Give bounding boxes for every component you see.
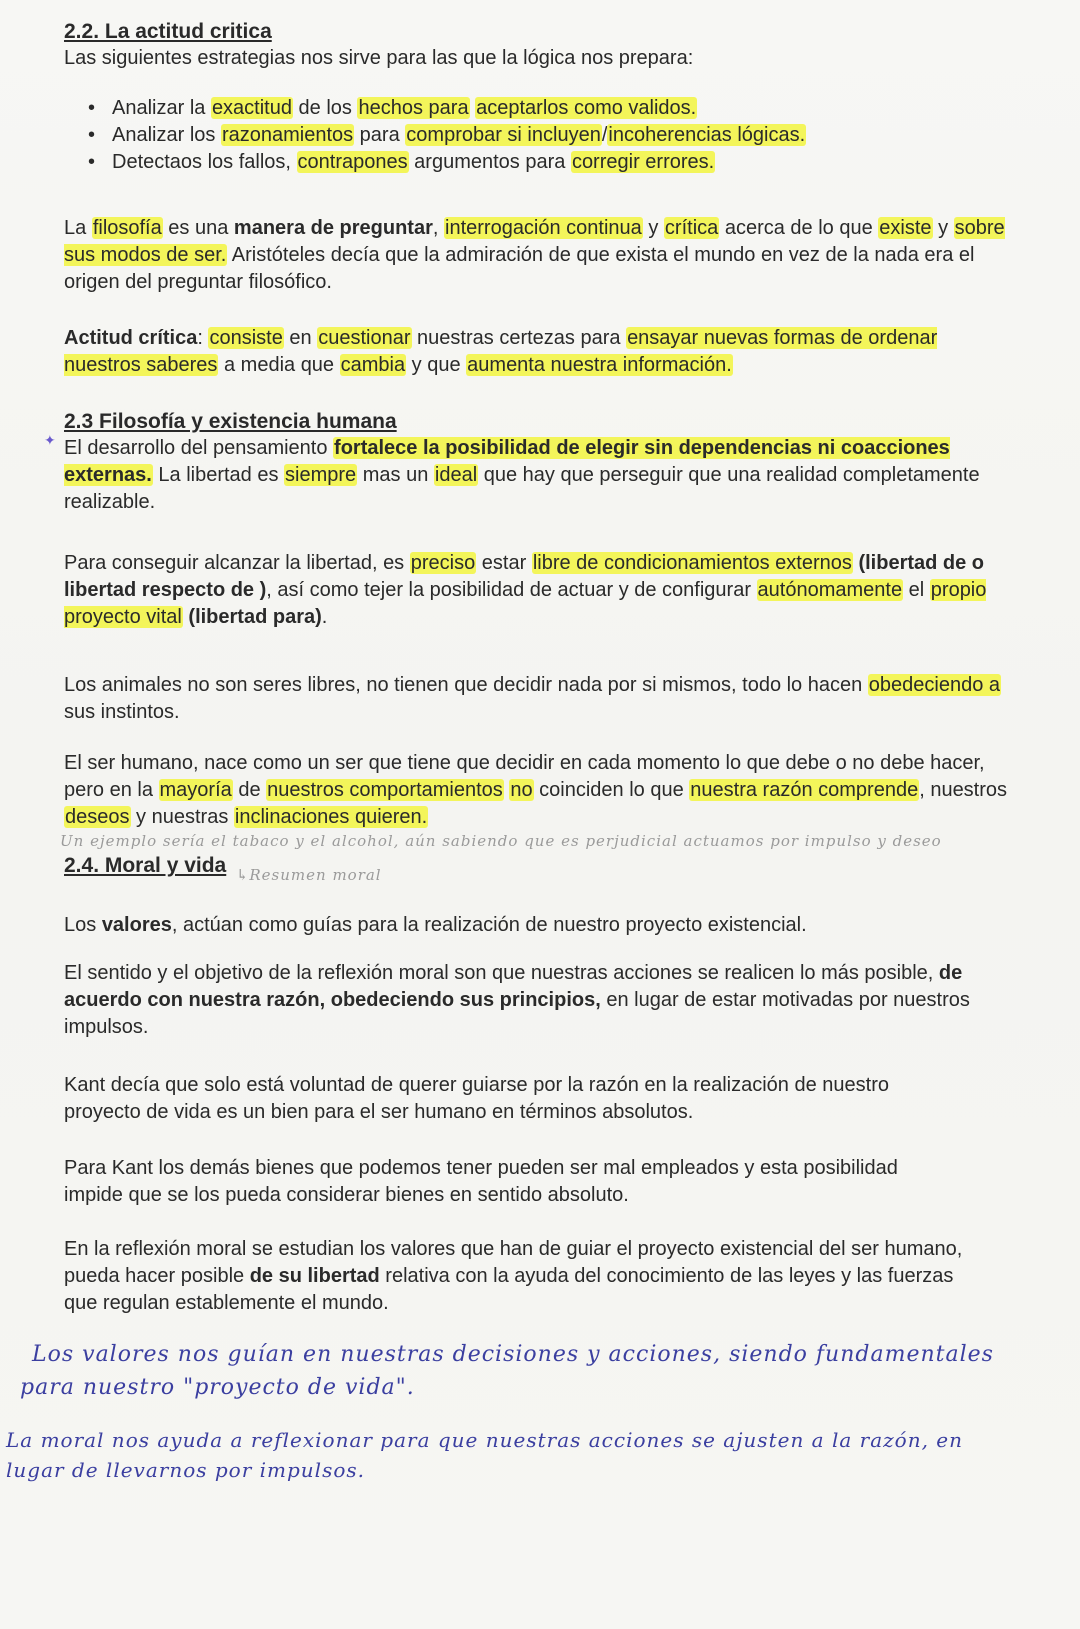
handwritten-note: La moral nos ayuda a reflexionar para que nuestras acciones se ajusten a la razón, en <box>6 1428 964 1452</box>
paragraph-reflexion: En la reflexión moral se estudian los valores que han de guiar el proyecto existencial del ser humano, pueda hacer posible de su libertad relativa con la ayuda del conocimiento de las leyes y las fuerzas que regulan establemente el mundo. <box>64 1238 963 1314</box>
handwritten-note: Los valores nos guían en nuestras decisiones y acciones, siendo fundamentales <box>32 1342 994 1367</box>
handwritten-note: lugar de llevarnos por impulsos. <box>6 1458 366 1482</box>
paragraph-ser-humano: El ser humano, nace como un ser que tiene que decidir en cada momento lo que debe o no debe hacer, pero en la mayoría de nuestros comportamientos no coinciden lo que nuestra razón comprende, nuestros deseos y nuestras inclinaciones quieren. <box>64 752 1008 828</box>
pencil-annotation: Un ejemplo sería el tabaco y el alcohol, aún sabiendo que es perjudicial actuamos por impulso y deseo <box>60 832 942 850</box>
paragraph-kant-2: Para Kant los demás bienes que podemos tener pueden ser mal empleados y esta posibilidad impide que se los pueda considerar bienes en sentido absoluto. <box>64 1157 898 1206</box>
section-title: 2.3 Filosofía y existencia humana <box>64 410 397 433</box>
list-item: • Analizar la exactitud de los hechos para aceptarlos como validos. <box>112 95 988 122</box>
star-mark-icon: ✦ <box>44 432 56 448</box>
handwritten-note: para nuestro "proyecto de vida". <box>20 1375 415 1400</box>
bullet-list <box>88 95 988 176</box>
paragraph-animales: Los animales no son seres libres, no tienen que decidir nada por si mismos, todo lo hacen obedeciendo a sus instintos. <box>64 674 1001 723</box>
pencil-annotation: ↳Resumen moral <box>235 866 382 884</box>
section-2-3 <box>64 408 1014 516</box>
section-title: 2.4. Moral y vida <box>64 854 227 877</box>
list-item: • Analizar los razonamientos para comprobar si incluyen/incoherencias lógicas. <box>112 122 988 149</box>
paragraph-kant-1: Kant decía que solo está voluntad de querer guiarse por la razón en la realización de nuestro proyecto de vida es un bien para el ser humano en términos absolutos. <box>64 1074 889 1123</box>
list-item: • Detectaos los fallos, contrapones argumentos para corregir errores. <box>112 149 988 176</box>
paragraph-desarrollo: El desarrollo del pensamiento fortalece la posibilidad de elegir sin dependencias ni coacciones externas. La libertad es siempre mas un ideal que hay que perseguir que una realidad completamente realizable. <box>64 437 980 513</box>
section-2-2 <box>64 18 1014 72</box>
intro-text: Las siguientes estrategias nos sirve para las que la lógica nos prepara: <box>64 47 694 69</box>
section-2-4 <box>64 852 1014 884</box>
paragraph-filosofia: La filosofía es una manera de preguntar, interrogación continua y crítica acerca de lo que existe y sobre sus modos de ser. Aristóteles decía que la admiración de que exista el mundo en vez de la nada era el origen del preguntar filosófico. <box>64 217 1005 293</box>
section-title: 2.2. La actitud critica <box>64 20 272 43</box>
paragraph-libertad: Para conseguir alcanzar la libertad, es preciso estar libre de condicionamientos externos (libertad de o libertad respecto de ), así como tejer la posibilidad de actuar y de configurar autónomamente el propio proyecto vital (libertad para). <box>64 552 987 628</box>
paragraph-sentido: El sentido y el objetivo de la reflexión moral son que nuestras acciones se realicen lo más posible, de acuerdo con nuestra razón, obedeciendo sus principios, en lugar de estar motivadas por nuestros impulsos. <box>64 962 970 1038</box>
paragraph-actitud-critica: Actitud crítica: consiste en cuestionar nuestras certezas para ensayar nuevas formas de ordenar nuestros saberes a media que cambia y que aumenta nuestra información. <box>64 327 938 376</box>
paragraph-valores: Los valores, actúan como guías para la realización de nuestro proyecto existencial. <box>64 914 807 936</box>
